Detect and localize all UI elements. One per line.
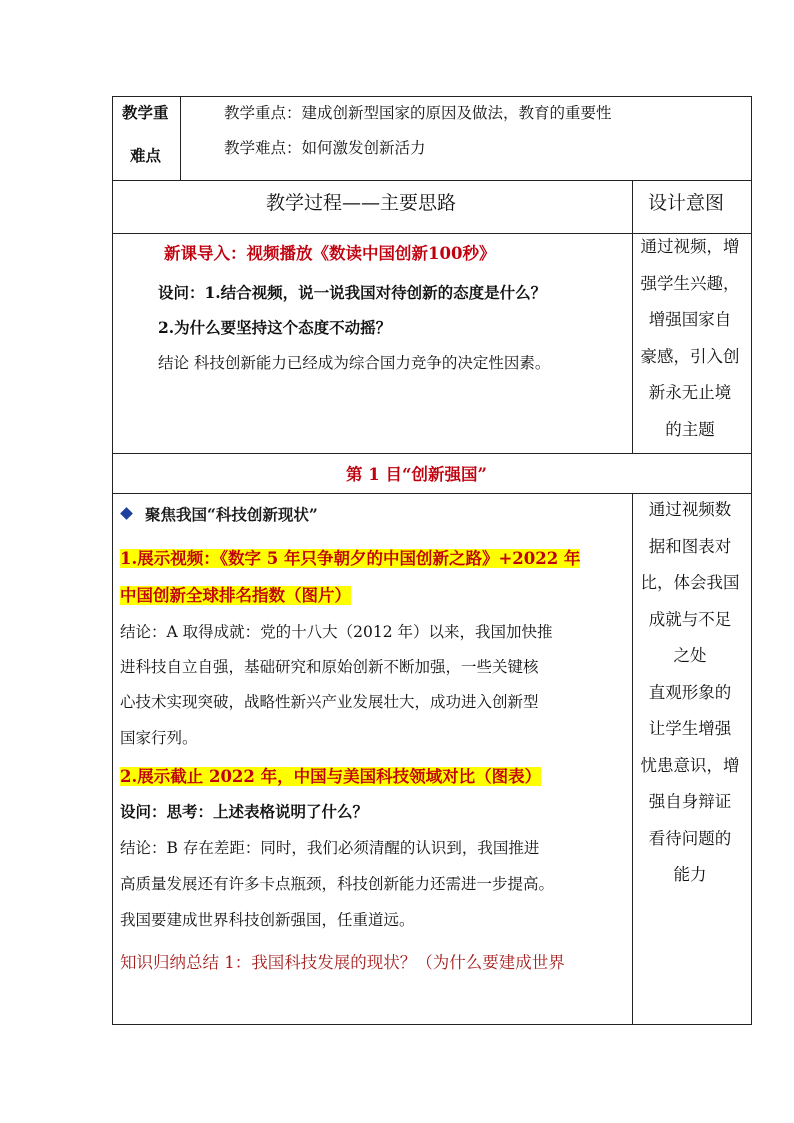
conclusion-a-line: 心技术实现突破，战略性新兴产业发展壮大，成功进入创新型 [120,693,539,711]
show-video-line1: 1.展示视频：《数字 5 年只争朝夕的中国创新之路》+2022 年 [120,549,581,568]
conclusion-b-line: 结论：B 存在差距：同时，我们必须清醒的认识到，我国推进 [120,839,540,857]
teaching-difficulty: 教学难点：如何激发创新活力 [224,139,426,157]
col-divider [180,96,181,180]
intro-question-2: 2.为什么要坚持这个态度不动摇？ [158,318,392,337]
section-title: 第 1 目“创新强国” [346,465,487,484]
intro-question-1: 设问：1.结合视频，说一说我国对待创新的态度是什么？ [158,283,547,302]
intro-title: 新课导入：视频播放《数读中国创新100秒》 [164,244,496,263]
col-divider [632,180,633,453]
intent-line: 的主题 [665,419,715,439]
intent-line: 比，体会我国 [640,573,740,592]
intent-line: 豪感，引入创 [640,346,740,366]
row-divider [112,180,752,181]
intro-intent [634,229,746,448]
conclusion-a-line: 进科技自立自强，基础研究和原始创新不断加强，一些关键核 [120,658,539,676]
col-divider [632,493,633,1025]
intent-line: 直观形象的 [648,682,732,702]
intent-line: 据和图表对 [648,536,732,556]
conclusion-b-line: 高质量发展还有许多卡点瓶颈，科技创新能力还需进一步提高。 [120,875,555,893]
intent-line: 强自身辩证 [648,792,732,811]
process-header: 教学过程——主要思路 [266,192,457,214]
teaching-focus: 教学重点：建成创新型国家的原因及做法，教育的重要性 [224,104,612,122]
focus-bullet [122,503,318,525]
intent-line: 增强国家自 [648,310,732,329]
key-points-label-line2: 难点 [130,146,162,165]
conclusion-a-line: 结论：A 取得成就：党的十八大（2012 年）以来，我国加快推 [120,623,553,641]
current-intent [634,492,746,894]
intent-line: 通过视频数 [648,500,732,519]
intent-line: 让学生增强 [648,719,732,738]
intent-header: 设计意图 [648,192,725,214]
focus-bullet-text: 聚焦我国“科技创新现状” [145,505,318,524]
intent-line: 忧患意识，增 [640,755,740,775]
intent-line: 新永无止境 [648,383,732,402]
show-chart: 2.展示截止 2022 年，中国与美国科技领域对比（图表） [120,767,542,786]
knowledge-summary: 知识归纳总结 1：我国科技发展的现状？（为什么要建成世界 [120,953,565,972]
diamond-bullet-icon [120,507,133,520]
intent-line: 强学生兴趣， [640,273,740,293]
intent-line: 看待问题的 [648,828,732,848]
intent-line: 能力 [673,865,707,884]
conclusion-a-line: 国家行列。 [120,729,198,747]
conclusion-b-line: 我国要建成世界科技创新强国，任重道远。 [120,911,415,929]
key-points-label-line1: 教学重 [122,103,169,122]
intent-line: 通过视频，增 [640,237,740,256]
row-divider [112,453,752,454]
intent-line: 之处 [673,646,707,665]
intent-line: 成就与不足 [648,609,732,629]
intro-conclusion: 结论 科技创新能力已经成为综合国力竞争的决定性因素。 [158,354,551,372]
think-question: 设问：思考：上述表格说明了什么？ [120,802,369,821]
show-video-line2: 中国创新全球排名指数（图片） [120,586,351,605]
